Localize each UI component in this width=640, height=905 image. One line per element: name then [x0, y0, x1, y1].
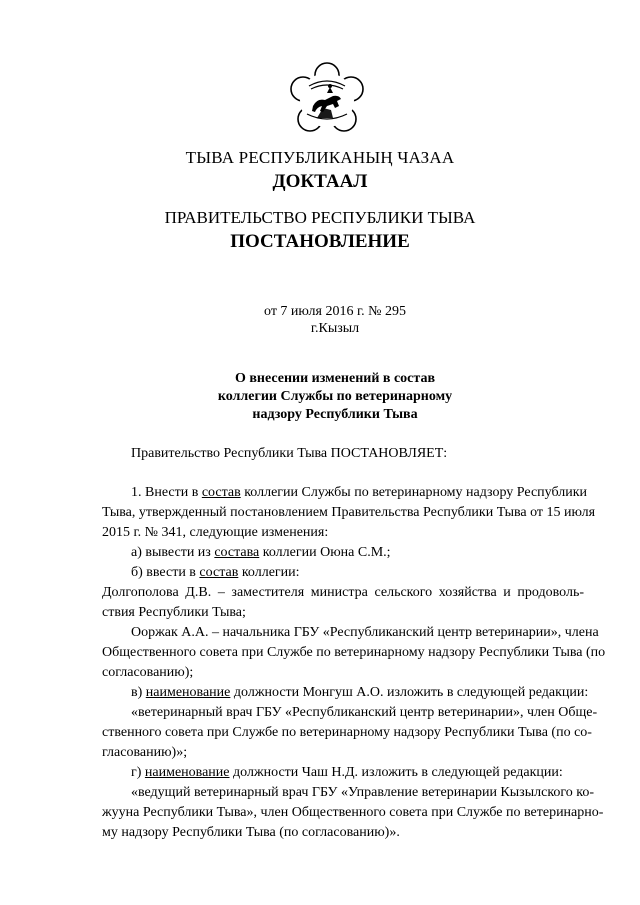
item-g: [131, 765, 563, 781]
oorzhak-line: согласованию);: [102, 665, 194, 680]
text-run: б) ввести в: [131, 565, 200, 580]
text-run: должности Монгуш А.О. изложить в следующей редакции:: [230, 685, 589, 700]
item-g-quote-line: му надзору Республики Тыва (по согласованию)».: [102, 825, 400, 840]
dolgopolov-line: ствия Республики Тыва;: [102, 605, 246, 620]
text-run: в): [131, 685, 146, 700]
clause-1-line: Тыва, утвержденный постановлением Правительства Республики Тыва от 15 июля: [102, 505, 596, 520]
subject-line: коллегии Службы по ветеринарному: [217, 389, 453, 404]
link-sostav[interactable]: состав: [201, 485, 241, 500]
link-sostav[interactable]: состав: [199, 565, 239, 580]
document-city: г.Кызыл: [310, 321, 360, 336]
document-subject: [190, 370, 480, 424]
header-postanovlenie: ПОСТАНОВЛЕНИЕ: [230, 231, 410, 252]
text-run: а) вывести из: [131, 545, 215, 560]
link-naimenovanie[interactable]: наименование: [144, 765, 230, 780]
oorzhak-line: Общественного совета при Службе по ветеринарному надзору Республики Тыва (по: [102, 645, 606, 660]
clause-1-line: 2015 г. № 341, следующие изменения:: [102, 525, 329, 540]
item-g-quote-line: жууна Республики Тыва», член Общественного совета при Службе по ветеринарно-: [102, 805, 604, 820]
item-v: [131, 685, 588, 701]
header-tyva-title: ТЫВА РЕСПУБЛИКАНЫҢ ЧАЗАА: [185, 148, 455, 167]
dolgopolov-line: Долгополова Д.В. – заместителя министра сельского хозяйства и продоволь-: [102, 585, 584, 600]
item-a: [131, 545, 391, 561]
subject-line: надзору Республики Тыва: [252, 407, 418, 422]
subject-line: О внесении изменений в состав: [234, 371, 436, 386]
document-date-number: от 7 июля 2016 г. № 295: [264, 304, 406, 319]
preamble: Правительство Республики Тыва ПОСТАНОВЛЯЕТ:: [131, 446, 448, 461]
item-v-quote-line: «ветеринарный врач ГБУ «Республиканский центр ветеринарии», член Обще-: [131, 705, 598, 720]
link-naimenovanie[interactable]: наименование: [145, 685, 231, 700]
header-government-title: ПРАВИТЕЛЬСТВО РЕСПУБЛИКИ ТЫВА: [164, 208, 476, 227]
text-run: должности Чаш Н.Д. изложить в следующей редакции:: [229, 765, 563, 780]
item-v-quote-line: ственного совета при Службе по ветеринарному надзору Республики Тыва (по со-: [102, 725, 592, 740]
header-doktaal: ДОКТААЛ: [272, 171, 368, 192]
link-sostava[interactable]: состава: [214, 545, 260, 560]
item-b: [131, 565, 300, 581]
item-v-quote-line: гласованию)»;: [102, 745, 188, 760]
text-run: г): [131, 765, 145, 780]
text-run: коллегии:: [238, 565, 300, 580]
item-g-quote-line: «ведущий ветеринарный врач ГБУ «Управление ветеринарии Кызылского ко-: [131, 785, 595, 800]
text-run: коллегии Службы по ветеринарному надзору Республики: [240, 485, 588, 500]
clause-1-line: [131, 485, 588, 501]
text-run: 1. Внести в: [131, 485, 202, 500]
tyva-emblem-icon: [287, 62, 367, 142]
oorzhak-line: Ооржак А.А. – начальника ГБУ «Республиканский центр ветеринарии», члена: [131, 625, 599, 640]
text-run: коллегии Оюна С.М.;: [259, 545, 391, 560]
